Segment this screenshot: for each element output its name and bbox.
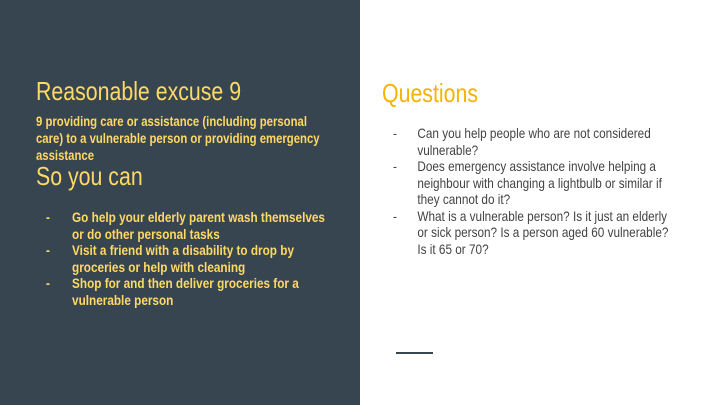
bullet-dash: - (46, 275, 50, 291)
list-item-text: Visit a friend with a disability to drop by groceries or help with cleaning (72, 242, 294, 275)
list-item (46, 209, 336, 242)
list-item (393, 158, 679, 208)
bullet-dash: - (46, 242, 50, 258)
list-item-text: Go help your elderly parent wash themselves or do other personal tasks (72, 209, 325, 242)
questions-heading: Questions (382, 78, 479, 108)
excuse-description: 9 providing care or assistance (including personal care) to a vulnerable person or providing emergency assistance (36, 114, 320, 163)
excuse-title: Reasonable excuse 9 (36, 76, 242, 106)
accent-divider (396, 352, 433, 354)
list-item (393, 208, 679, 258)
bullet-dash: - (393, 158, 397, 174)
list-item (46, 275, 336, 308)
so-you-can-heading: So you can (36, 161, 143, 191)
bullet-dash: - (393, 125, 397, 141)
allowed-actions-list (46, 209, 336, 308)
questions-list (393, 125, 679, 257)
list-item-text: Can you help people who are not considered vulnerable? (417, 125, 651, 158)
list-item-text: Does emergency assistance involve helping a neighbour with changing a lightbulb or similar if they cannot do it? (417, 158, 662, 207)
list-item (46, 242, 336, 275)
list-item-text: What is a vulnerable person? Is it just an elderly or sick person? Is a person aged 60 vulnerable? Is it 65 or 70? (417, 207, 669, 257)
list-item (393, 125, 679, 158)
list-item-text: Shop for and then deliver groceries for a vulnerable person (72, 275, 299, 308)
bullet-dash: - (46, 209, 50, 225)
bullet-dash: - (393, 207, 397, 224)
